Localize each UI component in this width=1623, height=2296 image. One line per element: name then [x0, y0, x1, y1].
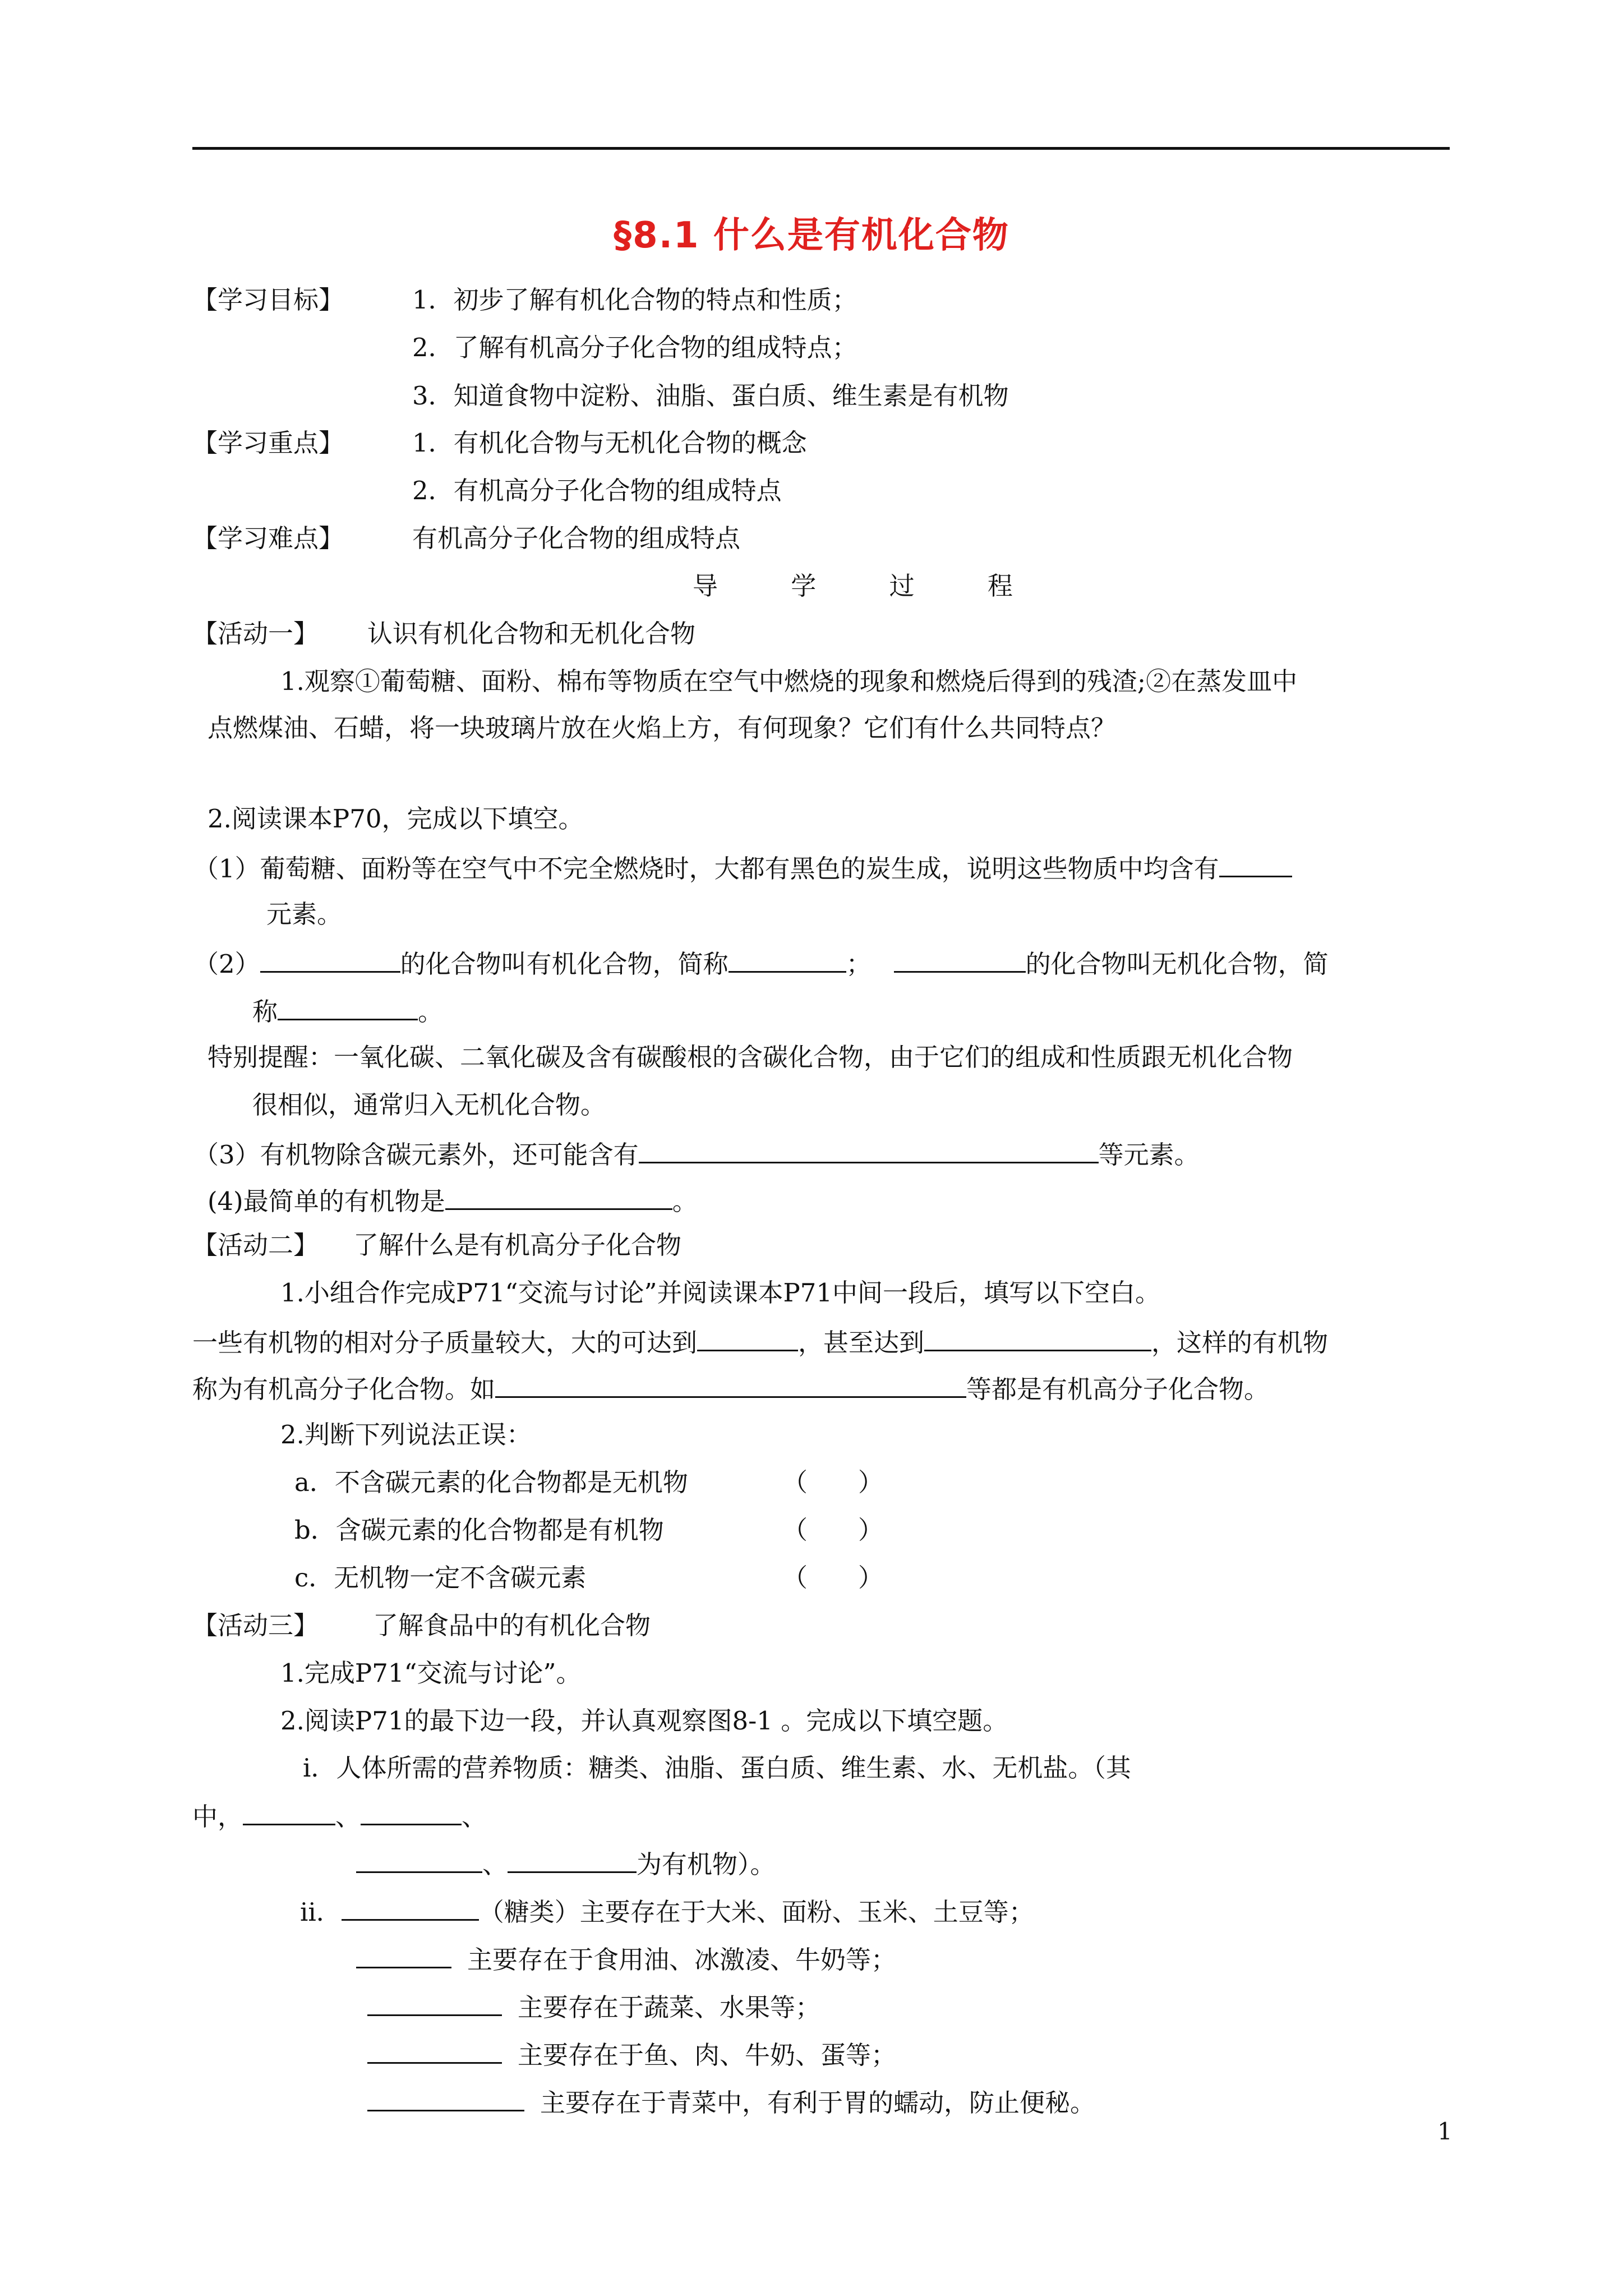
sources-line	[300, 1893, 1034, 1929]
keypoints-label: 【学习重点】	[192, 428, 344, 458]
p3-text: 等元素。	[1098, 1140, 1200, 1170]
sources-line	[367, 2084, 1095, 2120]
activity2-q2: 2.判断下列说法正误：	[280, 1420, 532, 1450]
i-text: 为有机物）。	[637, 1849, 776, 1879]
page-number: 1	[1437, 2118, 1453, 2145]
fill-blank[interactable]	[367, 2084, 524, 2111]
p2-text: （2）	[193, 949, 260, 979]
activity2-title: 了解什么是有机高分子化合物	[353, 1230, 682, 1260]
i-text: 、	[462, 1802, 487, 1832]
objective-item: 1．初步了解有机化合物的特点和性质；	[412, 285, 857, 315]
p2-text: 的化合物叫有机化合物，简称	[400, 949, 728, 979]
fill-blank[interactable]	[356, 1941, 451, 1968]
keypoint-item: 2．有机高分子化合物的组成特点	[412, 476, 782, 505]
p4-text: (4)最简单的有机物是	[208, 1186, 445, 1216]
fill-blank[interactable]	[924, 1324, 1151, 1351]
judge-item: c．无机物一定不含碳元素	[294, 1563, 587, 1593]
difficulty-text: 有机高分子化合物的组成特点	[412, 523, 741, 553]
objectives-label: 【学习目标】	[192, 285, 344, 315]
objective-item: 3．知道食物中淀粉、油脂、蛋白质、维生素是有机物	[412, 381, 1009, 411]
nutrients-line-cont2	[356, 1846, 776, 1881]
process-heading: 导 学 过 程	[693, 571, 1045, 601]
activity1-p1-cont: 元素。	[266, 899, 343, 929]
fill-blank[interactable]	[278, 993, 418, 1020]
activity3-q1: 1.完成P71“交流与讨论”。	[280, 1658, 582, 1688]
header-rule	[192, 147, 1450, 150]
sources-line	[367, 1989, 820, 2024]
fill-blank[interactable]	[495, 1370, 966, 1398]
judge-paren[interactable]: （ ）	[782, 1467, 884, 1497]
fill-blank[interactable]	[243, 1798, 335, 1825]
activity1-title: 认识有机化合物和无机化合物	[367, 619, 696, 648]
ii-text: 主要存在于鱼、肉、牛奶、蛋等；	[518, 2040, 897, 2070]
i-text: 、	[335, 1802, 361, 1832]
activity3-title: 了解食品中的有机化合物	[373, 1611, 651, 1640]
ii-label: ⅱ．	[300, 1897, 342, 1927]
activity3-label: 【活动三】	[192, 1611, 319, 1640]
p2-text: 的化合物叫无机化合物，简	[1025, 949, 1329, 979]
fill-blank[interactable]	[697, 1324, 798, 1351]
activity2-label: 【活动二】	[192, 1230, 319, 1260]
fill-blank[interactable]	[356, 1846, 482, 1873]
judge-item: a．不含碳元素的化合物都是无机物	[294, 1467, 688, 1497]
ii-text: 主要存在于蔬菜、水果等；	[518, 1993, 821, 2022]
page-title: §8.1 什么是有机化合物	[614, 215, 1009, 256]
p2-text: 。	[418, 997, 444, 1027]
sources-line	[356, 1941, 896, 1977]
ii-text: （糖类）主要存在于大米、面粉、玉米、土豆等；	[478, 1897, 1034, 1927]
l2-text: 称为有机高分子化合物。如	[192, 1374, 496, 1404]
fill-blank[interactable]	[260, 945, 400, 973]
activity2-l2	[192, 1370, 1269, 1406]
fill-blank[interactable]	[639, 1136, 1099, 1163]
special-note: 特别提醒：一氧化碳、二氧化碳及含有碳酸根的含碳化合物，由于它们的组成和性质跟无机化合物	[208, 1042, 1293, 1072]
activity1-q1-cont: 点燃煤油、石蜡，将一块玻璃片放在火焰上方，有何现象？它们有什么共同特点？	[208, 713, 1117, 743]
activity1-q1: 1.观察①葡萄糖、面粉、棉布等物质在空气中燃烧的现象和燃烧后得到的残渣;②在蒸发皿中	[280, 666, 1298, 696]
nutrients-line: ⅰ．人体所需的营养物质：糖类、油脂、蛋白质、维生素、水、无机盐。（其	[303, 1753, 1131, 1783]
activity1-p1	[193, 850, 1292, 886]
i-text: 、	[482, 1849, 508, 1879]
activity2-q1: 1.小组合作完成P71“交流与讨论”并阅读课本P71中间一段后，填写以下空白。	[280, 1278, 1161, 1308]
ii-text: 主要存在于青菜中，有利于胃的蠕动，防止便秘。	[540, 2088, 1096, 2118]
p4-text: 。	[672, 1186, 698, 1216]
activity1-p3	[193, 1136, 1200, 1172]
fill-blank[interactable]	[342, 1893, 479, 1921]
sources-line	[367, 2036, 896, 2072]
fill-blank[interactable]	[361, 1798, 462, 1825]
activity1-p4	[208, 1182, 698, 1218]
ii-text: 主要存在于食用油、冰激凌、牛奶等；	[467, 1945, 897, 1975]
judge-item: b．含碳元素的化合物都是有机物	[294, 1515, 664, 1545]
nutrients-line-cont	[192, 1798, 487, 1834]
l2-text: 等都是有机高分子化合物。	[966, 1374, 1270, 1404]
activity1-p2	[193, 945, 1329, 981]
p2-text: ；	[846, 949, 872, 979]
activity2-l1	[192, 1324, 1328, 1360]
p2-text: 称	[252, 997, 278, 1027]
keypoint-item: 1．有机化合物与无机化合物的概念	[412, 428, 807, 458]
special-note-cont: 很相似，通常归入无机化合物。	[252, 1090, 606, 1120]
l1-text: ，甚至达到	[798, 1328, 925, 1358]
p1-text: （1）葡萄糖、面粉等在空气中不完全燃烧时，大都有黑色的炭生成，说明这些物质中均含有	[193, 854, 1219, 884]
fill-blank[interactable]	[894, 945, 1026, 973]
judge-paren[interactable]: （ ）	[782, 1563, 884, 1593]
activity1-p2-cont	[252, 993, 443, 1029]
activity3-q2: 2.阅读P71的最下边一段，并认真观察图8-1 。完成以下填空题。	[280, 1706, 1008, 1736]
fill-blank[interactable]	[367, 2036, 502, 2064]
activity1-q2: 2.阅读课本P70，完成以下填空。	[208, 804, 584, 834]
fill-blank[interactable]	[728, 945, 846, 973]
fill-blank[interactable]	[508, 1846, 637, 1873]
judge-paren[interactable]: （ ）	[782, 1515, 884, 1545]
l1-text: 一些有机物的相对分子质量较大，大的可达到	[192, 1328, 698, 1358]
fill-blank[interactable]	[1219, 850, 1292, 877]
fill-blank[interactable]	[367, 1989, 502, 2016]
activity1-label: 【活动一】	[192, 619, 319, 648]
i-text: 中，	[192, 1802, 243, 1832]
p3-text: （3）有机物除含碳元素外，还可能含有	[193, 1140, 639, 1170]
difficulty-label: 【学习难点】	[192, 523, 344, 553]
objective-item: 2．了解有机高分子化合物的组成特点；	[412, 333, 857, 362]
fill-blank[interactable]	[445, 1182, 672, 1210]
l1-text: ，这样的有机物	[1151, 1328, 1329, 1358]
